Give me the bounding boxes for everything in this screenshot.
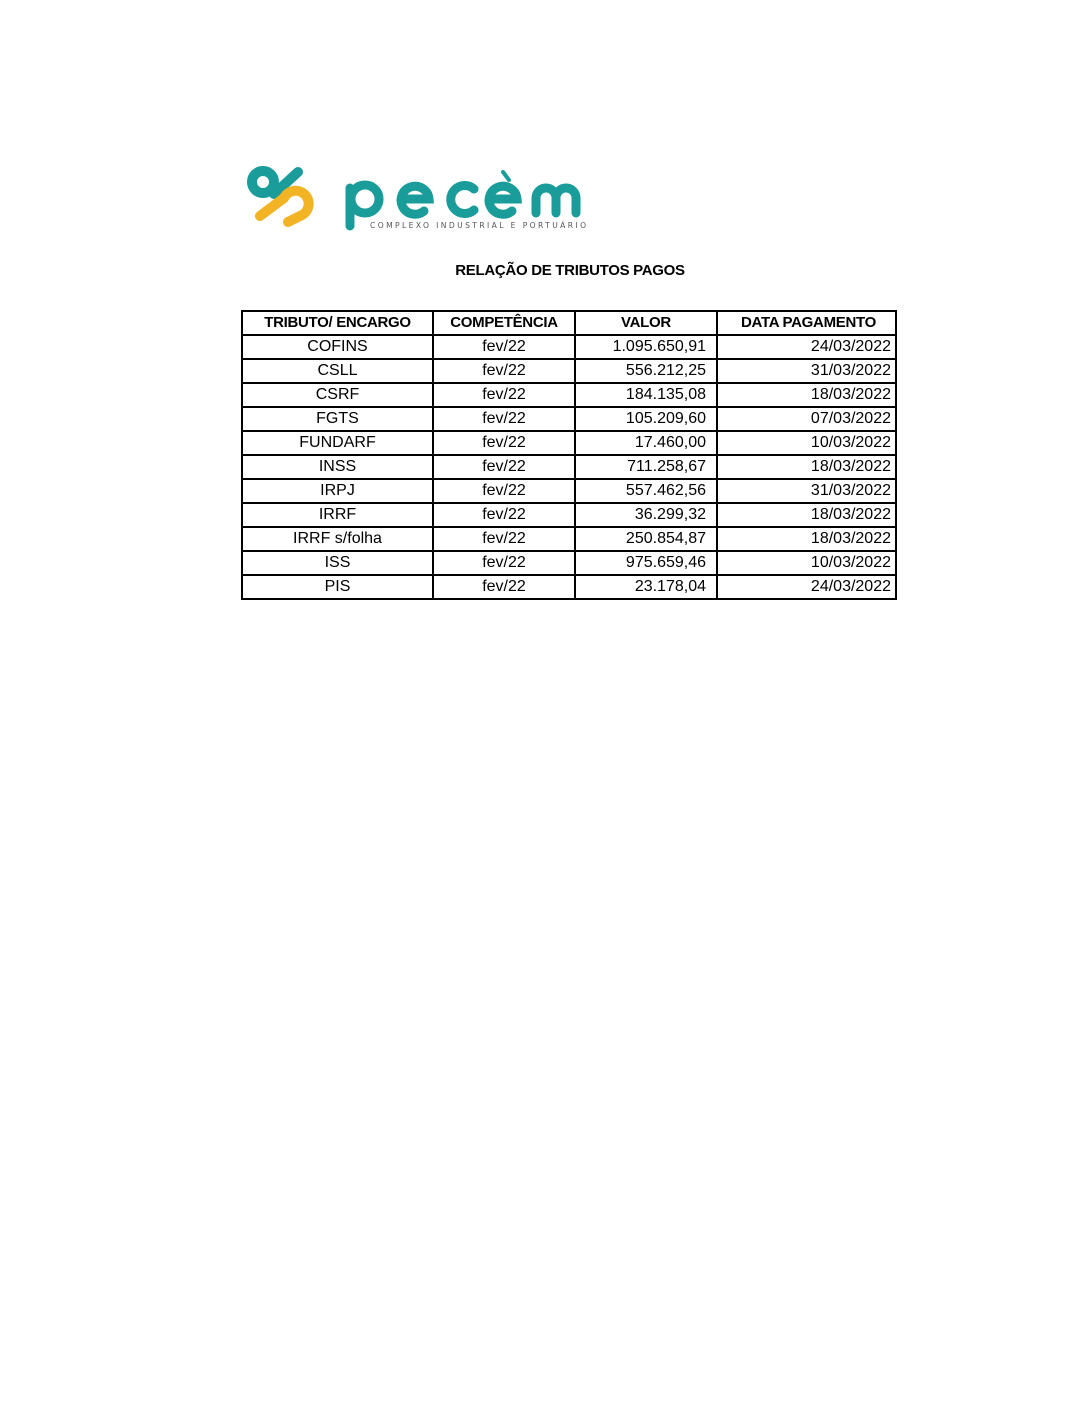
table-row	[242, 527, 896, 551]
cell-valor: 17.460,00	[575, 431, 717, 455]
table-row	[242, 407, 896, 431]
table-row	[242, 359, 896, 383]
header-tributo: TRIBUTO/ ENCARGO	[242, 311, 433, 335]
cell-competencia: fev/22	[433, 431, 575, 455]
cell-valor: 250.854,87	[575, 527, 717, 551]
cell-valor: 23.178,04	[575, 575, 717, 599]
cell-valor: 105.209,60	[575, 407, 717, 431]
cell-tributo: INSS	[242, 455, 433, 479]
table-row	[242, 479, 896, 503]
cell-competencia: fev/22	[433, 575, 575, 599]
cell-data: 18/03/2022	[717, 503, 896, 527]
document-title: RELAÇÃO DE TRIBUTOS PAGOS	[455, 262, 685, 279]
table-row	[242, 551, 896, 575]
cell-competencia: fev/22	[433, 455, 575, 479]
cell-valor: 711.258,67	[575, 455, 717, 479]
cell-competencia: fev/22	[433, 359, 575, 383]
cell-tributo: ISS	[242, 551, 433, 575]
cell-competencia: fev/22	[433, 479, 575, 503]
cell-data: 18/03/2022	[717, 383, 896, 407]
table-row	[242, 335, 896, 359]
cell-valor: 557.462,56	[575, 479, 717, 503]
cell-tributo: IRPJ	[242, 479, 433, 503]
cell-valor: 556.212,25	[575, 359, 717, 383]
pecem-logo-graphic	[244, 160, 604, 236]
cell-tributo: COFINS	[242, 335, 433, 359]
cell-competencia: fev/22	[433, 527, 575, 551]
cell-data: 18/03/2022	[717, 527, 896, 551]
cell-valor: 184.135,08	[575, 383, 717, 407]
cell-tributo: FGTS	[242, 407, 433, 431]
taxes-table	[241, 310, 897, 600]
cell-competencia: fev/22	[433, 407, 575, 431]
table-row	[242, 431, 896, 455]
cell-tributo: IRRF	[242, 503, 433, 527]
cell-tributo: IRRF s/folha	[242, 527, 433, 551]
header-competencia: COMPETÊNCIA	[433, 311, 575, 335]
pecem-logo	[244, 160, 604, 236]
table-row	[242, 383, 896, 407]
header-data-pagamento: DATA PAGAMENTO	[717, 311, 896, 335]
cell-tributo: CSLL	[242, 359, 433, 383]
table-row	[242, 455, 896, 479]
header-valor: VALOR	[575, 311, 717, 335]
cell-valor: 1.095.650,91	[575, 335, 717, 359]
cell-data: 07/03/2022	[717, 407, 896, 431]
cell-competencia: fev/22	[433, 383, 575, 407]
pecem-wordmark	[350, 172, 576, 226]
table-row	[242, 503, 896, 527]
cell-data: 31/03/2022	[717, 359, 896, 383]
cell-tributo: FUNDARF	[242, 431, 433, 455]
cell-valor: 36.299,32	[575, 503, 717, 527]
cell-competencia: fev/22	[433, 503, 575, 527]
pecem-symbol-icon	[252, 171, 309, 222]
cell-data: 18/03/2022	[717, 455, 896, 479]
cell-data: 10/03/2022	[717, 431, 896, 455]
cell-data: 10/03/2022	[717, 551, 896, 575]
cell-tributo: PIS	[242, 575, 433, 599]
cell-valor: 975.659,46	[575, 551, 717, 575]
logo-tagline: COMPLEXO INDUSTRIAL E PORTUÁRIO	[370, 221, 589, 230]
cell-competencia: fev/22	[433, 335, 575, 359]
cell-data: 31/03/2022	[717, 479, 896, 503]
table-header-row	[242, 311, 896, 335]
cell-data: 24/03/2022	[717, 575, 896, 599]
cell-data: 24/03/2022	[717, 335, 896, 359]
cell-tributo: CSRF	[242, 383, 433, 407]
cell-competencia: fev/22	[433, 551, 575, 575]
table-row	[242, 575, 896, 599]
